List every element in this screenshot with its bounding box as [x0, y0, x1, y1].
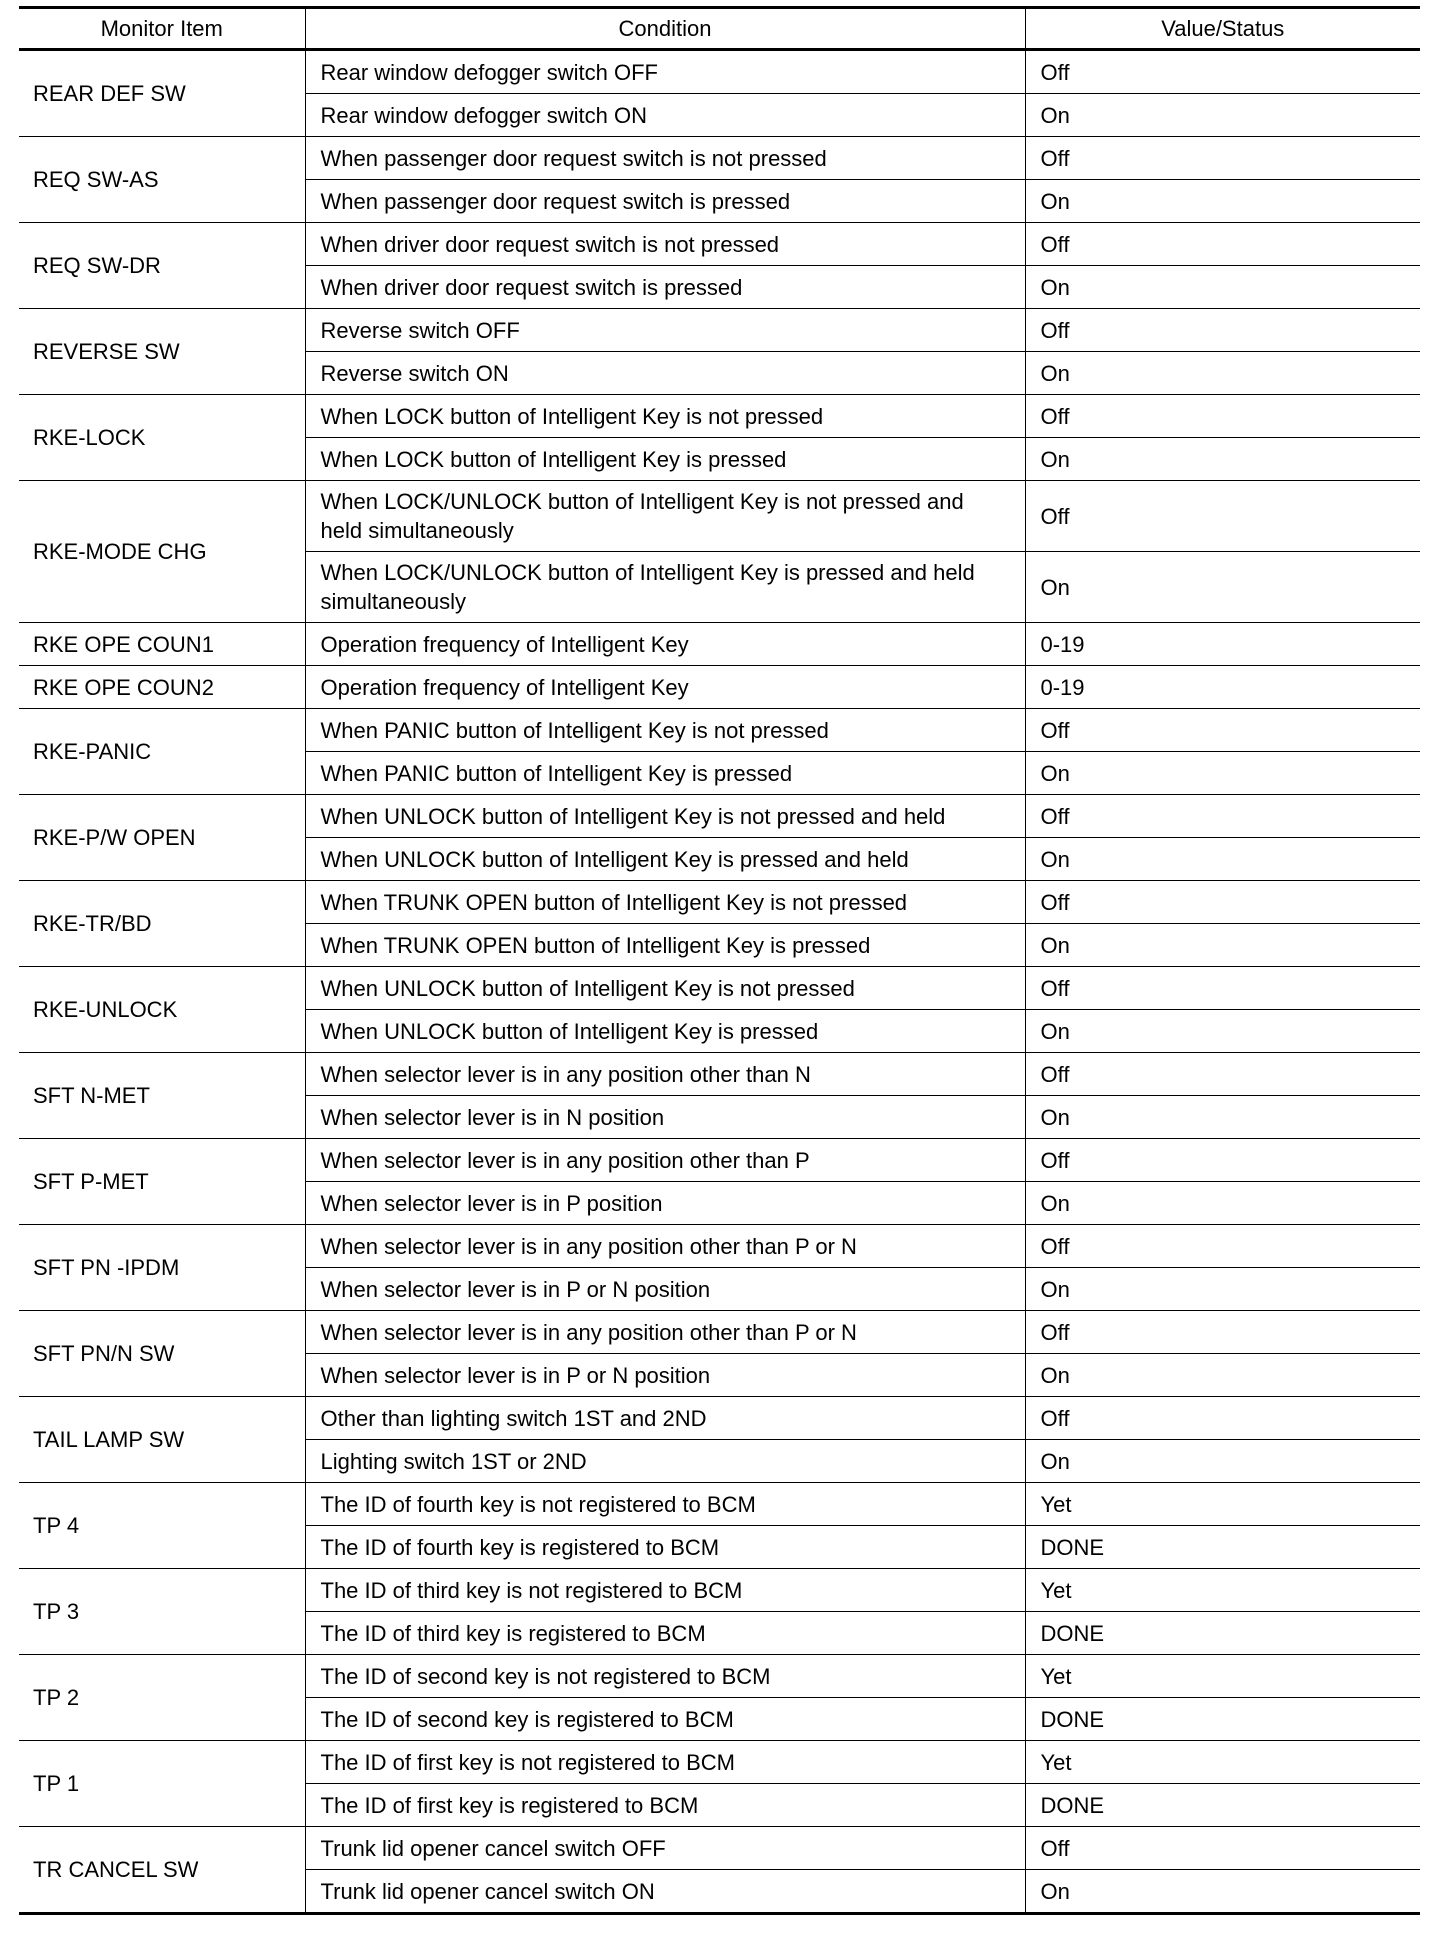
- condition-cell: When selector lever is in any position other than P or N: [305, 1311, 1025, 1354]
- condition-cell: Rear window defogger switch OFF: [305, 50, 1025, 94]
- condition-cell: The ID of fourth key is not registered to BCM: [305, 1483, 1025, 1526]
- value-status-cell: Off: [1025, 1053, 1420, 1096]
- monitor-item-cell: SFT PN/N SW: [19, 1311, 305, 1397]
- value-status-cell: DONE: [1025, 1526, 1420, 1569]
- monitor-item-cell: SFT P-MET: [19, 1139, 305, 1225]
- condition-cell: The ID of first key is registered to BCM: [305, 1784, 1025, 1827]
- monitor-item-cell: REVERSE SW: [19, 309, 305, 395]
- condition-cell: The ID of second key is not registered to BCM: [305, 1655, 1025, 1698]
- table-row: [19, 1741, 1420, 1784]
- table-row: [19, 1483, 1420, 1526]
- monitor-item-cell: RKE-TR/BD: [19, 881, 305, 967]
- header-row: [19, 8, 1420, 50]
- table-row: [19, 795, 1420, 838]
- condition-cell: When PANIC button of Intelligent Key is pressed: [305, 752, 1025, 795]
- table-row: [19, 1225, 1420, 1268]
- table-row: [19, 1311, 1420, 1354]
- value-status-cell: 0-19: [1025, 623, 1420, 666]
- condition-cell: Trunk lid opener cancel switch OFF: [305, 1827, 1025, 1870]
- value-status-cell: On: [1025, 266, 1420, 309]
- value-status-cell: Yet: [1025, 1483, 1420, 1526]
- condition-cell: The ID of third key is registered to BCM: [305, 1612, 1025, 1655]
- condition-cell: When selector lever is in P or N position: [305, 1354, 1025, 1397]
- value-status-cell: On: [1025, 438, 1420, 481]
- condition-cell: When selector lever is in N position: [305, 1096, 1025, 1139]
- table-row: [19, 137, 1420, 180]
- value-status-cell: Yet: [1025, 1741, 1420, 1784]
- value-status-cell: Off: [1025, 1397, 1420, 1440]
- monitor-item-cell: REQ SW-DR: [19, 223, 305, 309]
- condition-cell: When selector lever is in P or N position: [305, 1268, 1025, 1311]
- condition-cell: Reverse switch OFF: [305, 309, 1025, 352]
- value-status-cell: Off: [1025, 881, 1420, 924]
- table-row: [19, 1827, 1420, 1870]
- monitor-item-cell: TR CANCEL SW: [19, 1827, 305, 1914]
- monitor-item-cell: RKE-LOCK: [19, 395, 305, 481]
- condition-cell: Rear window defogger switch ON: [305, 94, 1025, 137]
- condition-cell: The ID of fourth key is registered to BCM: [305, 1526, 1025, 1569]
- table-row: [19, 481, 1420, 552]
- condition-cell: Lighting switch 1ST or 2ND: [305, 1440, 1025, 1483]
- condition-cell: Reverse switch ON: [305, 352, 1025, 395]
- table-row: [19, 309, 1420, 352]
- condition-cell: When UNLOCK button of Intelligent Key is not pressed and held: [305, 795, 1025, 838]
- table-body: [19, 50, 1420, 1914]
- condition-cell: When passenger door request switch is pressed: [305, 180, 1025, 223]
- value-status-cell: On: [1025, 1096, 1420, 1139]
- value-status-cell: On: [1025, 1182, 1420, 1225]
- value-status-cell: Off: [1025, 1225, 1420, 1268]
- condition-cell: When driver door request switch is pressed: [305, 266, 1025, 309]
- value-status-cell: Off: [1025, 223, 1420, 266]
- value-status-cell: Yet: [1025, 1569, 1420, 1612]
- condition-cell: When UNLOCK button of Intelligent Key is not pressed: [305, 967, 1025, 1010]
- value-status-cell: On: [1025, 1268, 1420, 1311]
- value-status-cell: On: [1025, 94, 1420, 137]
- condition-cell: When selector lever is in any position other than N: [305, 1053, 1025, 1096]
- monitor-item-cell: RKE OPE COUN1: [19, 623, 305, 666]
- monitor-item-cell: REAR DEF SW: [19, 50, 305, 137]
- condition-cell: When selector lever is in any position other than P: [305, 1139, 1025, 1182]
- condition-cell: Operation frequency of Intelligent Key: [305, 666, 1025, 709]
- value-status-cell: On: [1025, 1440, 1420, 1483]
- value-status-cell: On: [1025, 552, 1420, 623]
- condition-cell: Operation frequency of Intelligent Key: [305, 623, 1025, 666]
- condition-cell: When selector lever is in P position: [305, 1182, 1025, 1225]
- condition-cell: When LOCK/UNLOCK button of Intelligent Key is pressed and held simultaneously: [305, 552, 1025, 623]
- monitor-item-cell: REQ SW-AS: [19, 137, 305, 223]
- table-row: [19, 967, 1420, 1010]
- table-row: [19, 1139, 1420, 1182]
- value-status-cell: DONE: [1025, 1784, 1420, 1827]
- value-status-cell: On: [1025, 924, 1420, 967]
- table-row: [19, 223, 1420, 266]
- value-status-cell: DONE: [1025, 1612, 1420, 1655]
- table-row: [19, 881, 1420, 924]
- monitor-item-cell: RKE OPE COUN2: [19, 666, 305, 709]
- table-row: [19, 1569, 1420, 1612]
- condition-cell: When LOCK button of Intelligent Key is pressed: [305, 438, 1025, 481]
- value-status-cell: On: [1025, 752, 1420, 795]
- table-row: [19, 1655, 1420, 1698]
- monitor-item-cell: TP 1: [19, 1741, 305, 1827]
- value-status-cell: On: [1025, 1354, 1420, 1397]
- value-status-cell: Off: [1025, 967, 1420, 1010]
- condition-cell: When TRUNK OPEN button of Intelligent Key is not pressed: [305, 881, 1025, 924]
- condition-cell: When passenger door request switch is not pressed: [305, 137, 1025, 180]
- condition-cell: When TRUNK OPEN button of Intelligent Key is pressed: [305, 924, 1025, 967]
- value-status-cell: Off: [1025, 395, 1420, 438]
- table-row: [19, 623, 1420, 666]
- table-row: [19, 1053, 1420, 1096]
- value-status-cell: Off: [1025, 709, 1420, 752]
- monitor-item-table: [19, 6, 1420, 1915]
- value-status-cell: Off: [1025, 1311, 1420, 1354]
- value-status-cell: On: [1025, 352, 1420, 395]
- value-status-cell: 0-19: [1025, 666, 1420, 709]
- condition-cell: The ID of first key is not registered to BCM: [305, 1741, 1025, 1784]
- monitor-item-cell: RKE-P/W OPEN: [19, 795, 305, 881]
- monitor-item-cell: RKE-PANIC: [19, 709, 305, 795]
- monitor-item-cell: TP 4: [19, 1483, 305, 1569]
- condition-cell: When selector lever is in any position other than P or N: [305, 1225, 1025, 1268]
- table-row: [19, 395, 1420, 438]
- monitor-item-cell: TAIL LAMP SW: [19, 1397, 305, 1483]
- value-status-cell: On: [1025, 180, 1420, 223]
- condition-cell: When UNLOCK button of Intelligent Key is pressed: [305, 1010, 1025, 1053]
- condition-cell: Other than lighting switch 1ST and 2ND: [305, 1397, 1025, 1440]
- value-status-cell: Off: [1025, 50, 1420, 94]
- value-status-cell: Yet: [1025, 1655, 1420, 1698]
- table-row: [19, 666, 1420, 709]
- table-row: [19, 1397, 1420, 1440]
- monitor-item-cell: SFT PN -IPDM: [19, 1225, 305, 1311]
- value-status-cell: On: [1025, 838, 1420, 881]
- value-status-cell: On: [1025, 1010, 1420, 1053]
- table-header: [19, 8, 1420, 50]
- monitor-item-cell: TP 3: [19, 1569, 305, 1655]
- condition-cell: When driver door request switch is not pressed: [305, 223, 1025, 266]
- table-row: [19, 50, 1420, 94]
- monitor-item-cell: RKE-MODE CHG: [19, 481, 305, 623]
- value-status-cell: DONE: [1025, 1698, 1420, 1741]
- value-status-cell: On: [1025, 1870, 1420, 1914]
- table-row: [19, 709, 1420, 752]
- monitor-item-cell: SFT N-MET: [19, 1053, 305, 1139]
- value-status-cell: Off: [1025, 1827, 1420, 1870]
- header-value-status: Value/Status: [1025, 8, 1420, 50]
- value-status-cell: Off: [1025, 1139, 1420, 1182]
- value-status-cell: Off: [1025, 137, 1420, 180]
- monitor-item-cell: RKE-UNLOCK: [19, 967, 305, 1053]
- condition-cell: When UNLOCK button of Intelligent Key is pressed and held: [305, 838, 1025, 881]
- condition-cell: When LOCK/UNLOCK button of Intelligent Key is not pressed and held simultaneously: [305, 481, 1025, 552]
- value-status-cell: Off: [1025, 481, 1420, 552]
- value-status-cell: Off: [1025, 309, 1420, 352]
- condition-cell: When LOCK button of Intelligent Key is not pressed: [305, 395, 1025, 438]
- condition-cell: Trunk lid opener cancel switch ON: [305, 1870, 1025, 1914]
- monitor-item-cell: TP 2: [19, 1655, 305, 1741]
- condition-cell: The ID of third key is not registered to BCM: [305, 1569, 1025, 1612]
- value-status-cell: Off: [1025, 795, 1420, 838]
- condition-cell: The ID of second key is registered to BCM: [305, 1698, 1025, 1741]
- header-condition: Condition: [305, 8, 1025, 50]
- condition-cell: When PANIC button of Intelligent Key is not pressed: [305, 709, 1025, 752]
- header-monitor-item: Monitor Item: [19, 8, 305, 50]
